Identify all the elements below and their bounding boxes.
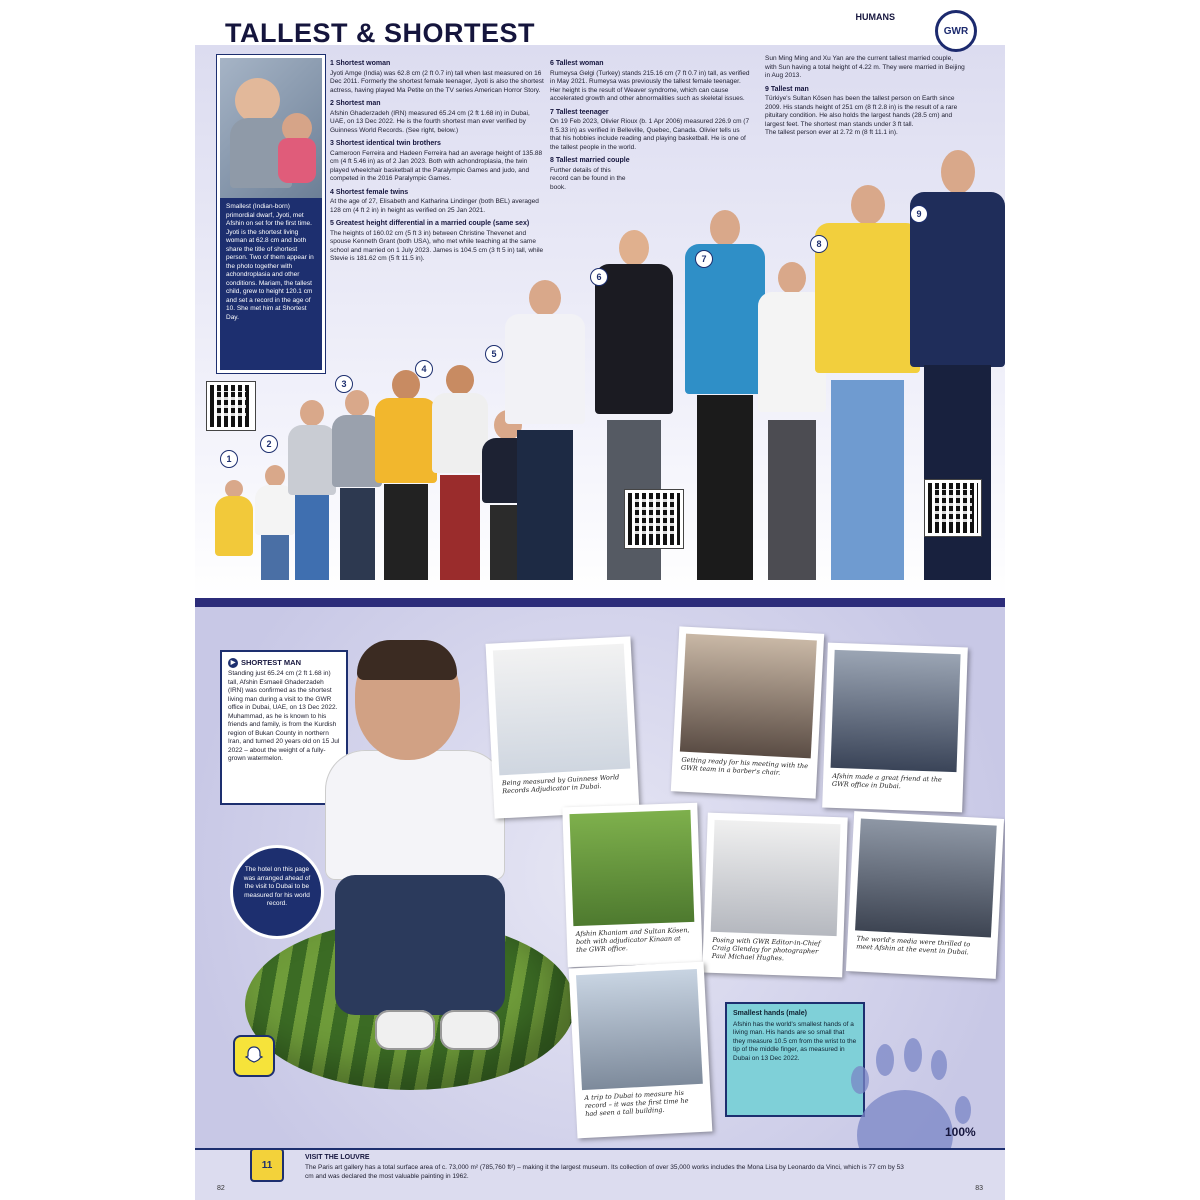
- person-5b: [505, 280, 585, 580]
- polaroid-caption: Being measured by Guinness World Records Adjudicator in Dubai.: [501, 773, 620, 796]
- person-number: 4: [415, 360, 433, 378]
- polaroid-photo: [846, 811, 1004, 979]
- hands-body: Afshin has the world's smallest hands of a living man. His hands are so small that they measure 10.5 cm from the wrist to the tip of the middle finger, as measured in Dubai on 13 Dec 2022.: [733, 1020, 857, 1062]
- footer-body: The Paris art gallery has a total surface area of c. 73,000 m² (785,760 ft²) – making it the largest museum. Its collection of over 35,000 works includes the Mona Lisa by Leonardo da Vinci, which is 77 cm by 53 cm and was declared the most valuable painting in 1962.: [305, 1164, 904, 1180]
- person-number: 5: [485, 345, 503, 363]
- page-title: TALLEST & SHORTEST: [225, 18, 535, 48]
- gwr-badge-icon: GWR: [935, 10, 977, 52]
- polaroid-caption: A trip to Dubai to measure his record – it was the first time he had seen a tall building.: [584, 1088, 689, 1118]
- person-4a: [375, 370, 437, 580]
- person-number: 2: [260, 435, 278, 453]
- play-icon[interactable]: ▶: [228, 658, 238, 668]
- section-divider: [195, 598, 1005, 607]
- shortest-man-image: [315, 640, 515, 1120]
- page: [195, 0, 1005, 1200]
- people-lineup: [210, 150, 1005, 580]
- person-3a: [288, 400, 336, 580]
- record-body: Jyoti Amge (India) was 62.8 cm (2 ft 0.7 in) tall when last measured on 16 Dec 2011. Formerly the shortest female teenager, Jyoti is also the shortest actress, having played Ma Petite on the TV series American Horror Story.: [330, 69, 544, 94]
- section-tag: HUMANS: [855, 12, 895, 22]
- person-number: 9: [910, 205, 928, 223]
- record-body: At the age of 27, Elisabeth and Katharina Lindinger (both BEL) averaged 128 cm (4 ft 2 in) in height as verified on 25 Jan 2021.: [330, 198, 539, 214]
- person-4b: [432, 365, 488, 580]
- record-heading: 9 Tallest man: [765, 85, 809, 93]
- info-bubble: The hotel on this page was arranged ahead of the visit to Dubai to be measured for his world record.: [230, 845, 324, 939]
- qr-code-icon[interactable]: [625, 490, 683, 548]
- record-heading: 3 Shortest identical twin brothers: [330, 140, 441, 147]
- person-number: 6: [590, 268, 608, 286]
- record-heading: 6 Tallest woman: [550, 60, 604, 67]
- page-number-right: 83: [975, 1185, 983, 1192]
- person-number: 7: [695, 250, 713, 268]
- hands-heading: Smallest hands (male): [733, 1010, 807, 1017]
- record-heading: 2 Shortest man: [330, 100, 381, 107]
- polaroid-photo: [702, 813, 847, 978]
- sidebar-text: Smallest (Indian-born) primordial dwarf, Jyoti, met Afshin on set for the first time. Jyoti is the shortest living woman at 62.8 cm and both share the title of shortest person. Two of them appear in the photo together with achondroplasia and other conditions. Mariam, the tallest child, grew to height 120.1 cm and set a record in the age of 10. She met him at Shortest Day.: [226, 203, 314, 321]
- record-body: On 19 Feb 2023, Olivier Rioux (b. 1 Apr 2006) measured 226.9 cm (7 ft 5.33 in) as verified in Belleville, Quebec, Canada. Olivier tells us that his hobbies include reading and playing basketball. He is one of the tallest people in the world.: [550, 118, 750, 151]
- person-number: 1: [220, 450, 238, 468]
- polaroid-caption: Getting ready for his meeting with the GWR team in a barber's chair.: [680, 755, 809, 777]
- shortest-man-body: Standing just 65.24 cm (2 ft 1.68 in) tall, Afshin Esmaeil Ghaderzadeh (IRN) was confirmed as the shortest living man during a visit to the GWR office in Dubai, UAE, on 13 Dec 2022. Muhammad, as he is known to his friends and family, is from the Kurdish region of Bukan County in northern Iran, and turned 20 years old on 15 Jul 2022 – about the weight of a fully-grown watermelon.: [228, 670, 340, 762]
- polaroid-photo: [822, 643, 968, 813]
- lock-icon: 11: [250, 1148, 284, 1182]
- record-body: Afshin Ghaderzadeh (IRN) measured 65.24 cm (2 ft 1.68 in) in Dubai, UAE, on 13 Dec 2022. He is the fourth shortest man ever verified by Guinness World Records. (See right, below.): [330, 109, 530, 134]
- footer-heading: VISIT THE LOUVRE: [305, 1154, 370, 1161]
- record-body: The heights of 160.02 cm (5 ft 3 in) between Christine Thevenet and spouse Kenneth Grant (both USA), who met while teaching at the same school and married on 1 July 2023. James is 104.5 cm (3 ft 5 in) tall, while Stevie is 181.62 cm (5 ft 11.5 in).: [330, 229, 544, 262]
- record-heading: 7 Tallest teenager: [550, 108, 609, 116]
- shortest-man-heading: ▶ SHORTEST MAN: [228, 658, 340, 668]
- qr-code-icon[interactable]: [207, 382, 255, 430]
- footer: [195, 1148, 1005, 1200]
- polaroid-photo: [562, 803, 703, 968]
- polaroid-caption: Afshin made a great friend at the GWR office in Dubai.: [831, 771, 942, 791]
- record-body: The tallest person ever at 2.72 m (8 ft 11.1 in).: [765, 129, 898, 136]
- polaroid-caption: The world's media were thrilled to meet Afshin at the event in Dubai.: [856, 934, 971, 957]
- polaroid-photo: [671, 626, 824, 798]
- qr-code-icon[interactable]: [925, 480, 981, 536]
- record-heading: 1 Shortest woman: [330, 60, 391, 67]
- record-heading: 8 Tallest married couple: [550, 157, 630, 164]
- record-body: Türkiye's Sultan Kösen has been the tallest person on Earth since 2009. His stands height of 251 cm (8 ft 2.8 in) is the result of a rare pituitary condition. He also holds the largest hands (28.5 cm) and largest feet. The shortest man stands under 3 ft tall.: [765, 95, 958, 128]
- record-heading: 4 Shortest female twins: [330, 188, 409, 196]
- polaroid-caption: Afshin Khaniam and Sultan Kösen, both with adjudicator Kinaan at the GWR office.: [575, 926, 690, 955]
- person-8b: [815, 185, 920, 580]
- record-body: Rumeysa Gelgi (Turkey) stands 215.16 cm (7 ft 0.7 in) tall, as verified in May 2021. Rumeysa was previously the tallest female teenager. Her height is the result of Weaver syndrome, which can cause accelerated growth and other abnormalities such as skeletal issues.: [550, 69, 750, 102]
- polaroid-photo: [569, 962, 713, 1139]
- polaroid-photo: [486, 636, 640, 818]
- person-number: 3: [335, 375, 353, 393]
- record-body: Cameroon Ferreira and Hadeen Ferreira had an average height of 135.88 cm (4 ft 5.46 in) as of 2 Jan 2023. Both with achondroplasia, the twin played wheelchair basketball at the Paralympic Games and judo, and competed in the 2016 Paralympic Games.: [330, 149, 543, 182]
- polaroid-caption: Posing with GWR Editor-in-Chief Craig Glenday for photographer Paul Michael Hughes.: [711, 935, 821, 963]
- text-column-3: [765, 55, 965, 138]
- snapchat-icon[interactable]: [233, 1035, 275, 1077]
- person-1: [215, 480, 253, 580]
- record-body: Sun Ming Ming and Xu Yan are the current tallest married couple, with Sun having a total height of 4.22 m. They were married in Beijing in Aug 2013.: [765, 55, 965, 79]
- person-number: 8: [810, 235, 828, 253]
- scale-percent: 100%: [945, 1125, 976, 1139]
- record-heading: 5 Greatest height differential in a married couple (same sex): [330, 220, 530, 227]
- record-body: Further details of this record can be found in the book.: [550, 166, 626, 191]
- page-number-left: 82: [217, 1185, 225, 1192]
